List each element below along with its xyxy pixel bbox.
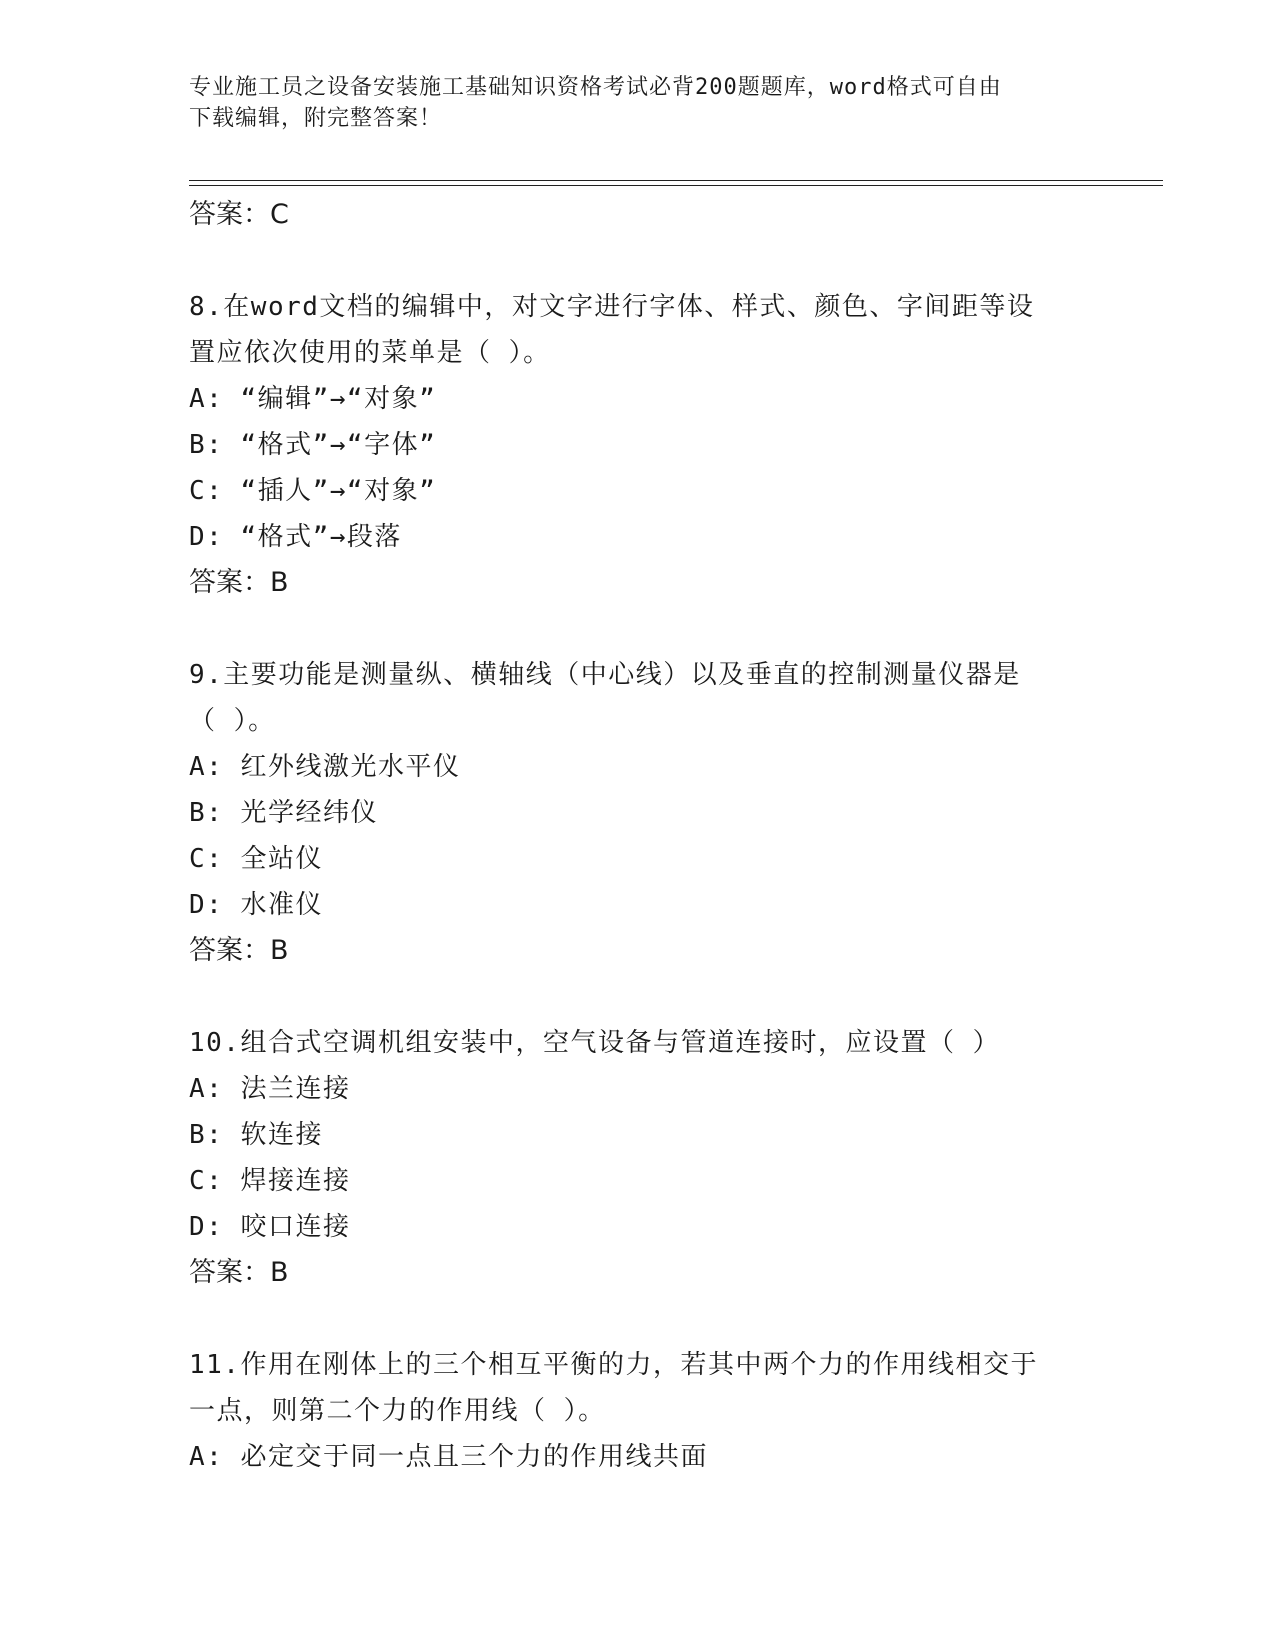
- header-title-line-2: 下载编辑，附完整答案！: [189, 106, 443, 131]
- header-title-line-1: 专业施工员之设备安装施工基础知识资格考试必背200题题库，word格式可自由: [189, 75, 1002, 100]
- answer-line: 答案：B: [189, 935, 289, 966]
- option-a: A: 法兰连接: [189, 1074, 351, 1104]
- document-body: [189, 192, 1089, 1480]
- header-divider-top: [189, 180, 1163, 181]
- question-text-line: 9.主要功能是测量纵、横轴线（中心线）以及垂直的控制测量仪器是: [189, 660, 1021, 690]
- question-text-line: 8.在word文档的编辑中，对文字进行字体、样式、颜色、字间距等设: [189, 292, 1035, 322]
- option-c: C: 焊接连接: [189, 1166, 351, 1196]
- answer-line: 答案：C: [189, 199, 289, 230]
- question-text: [189, 284, 1089, 376]
- question-text: [189, 652, 1089, 744]
- question-block: [189, 1020, 1089, 1296]
- question-text: [189, 1020, 1089, 1066]
- question-text-line: （ ）。: [189, 706, 276, 736]
- question-text-line: 11.作用在刚体上的三个相互平衡的力，若其中两个力的作用线相交于: [189, 1350, 1038, 1380]
- question-block: [189, 284, 1089, 606]
- option-b: B: “格式”→“字体”: [189, 430, 437, 460]
- option-d: D: “格式”→段落: [189, 522, 402, 552]
- option-d: D: 咬口连接: [189, 1212, 351, 1242]
- question-text-line: 置应依次使用的菜单是（ ）。: [189, 338, 551, 368]
- option-b: B: 光学经纬仪: [189, 798, 378, 828]
- option-c: C: 全站仪: [189, 844, 323, 874]
- question-block: [189, 652, 1089, 974]
- document-header: [189, 72, 1089, 134]
- answer-line: 答案：B: [189, 567, 289, 598]
- option-a: A: 红外线激光水平仪: [189, 752, 461, 782]
- question-text-line: 10.组合式空调机组安装中，空气设备与管道连接时，应设置（ ）: [189, 1028, 1001, 1058]
- question-block: [189, 1342, 1089, 1480]
- option-a: A: “编辑”→“对象”: [189, 384, 437, 414]
- option-b: B: 软连接: [189, 1120, 323, 1150]
- answer-line: 答案：B: [189, 1257, 289, 1288]
- question-text-line: 一点，则第二个力的作用线（ ）。: [189, 1396, 606, 1426]
- question-text: [189, 1342, 1089, 1434]
- option-d: D: 水准仪: [189, 890, 323, 920]
- header-divider-bottom: [189, 185, 1163, 186]
- option-c: C: “插人”→“对象”: [189, 476, 437, 506]
- option-a: A: 必定交于同一点且三个力的作用线共面: [189, 1442, 708, 1472]
